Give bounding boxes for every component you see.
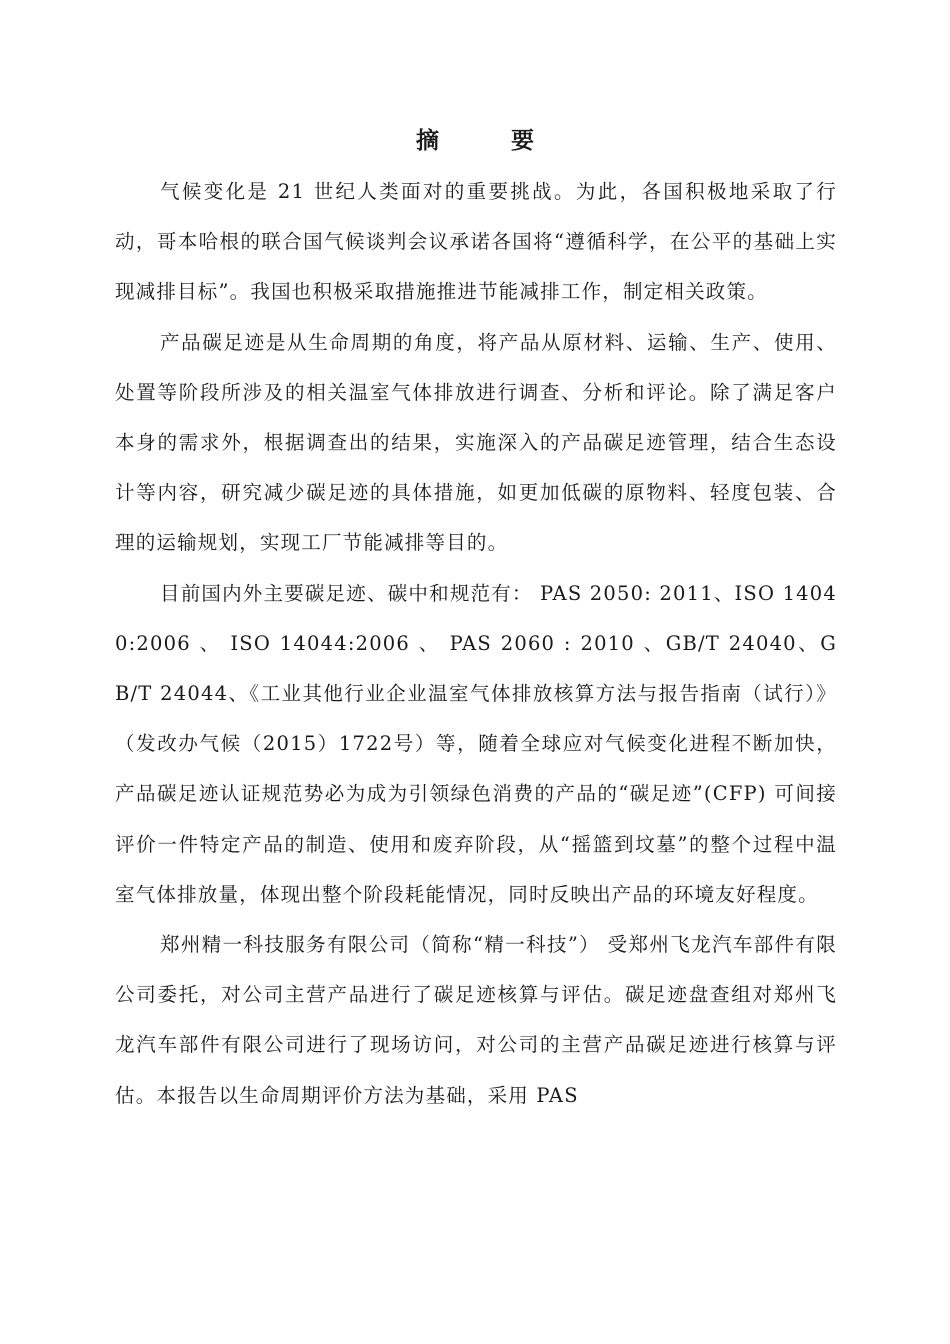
paragraph-commission: 郑州精一科技服务有限公司（简称“精一科技”） 受郑州飞龙汽车部件有限公司委托，对公司主营产品进行了碳足迹核算与评估。碳足迹盘查组对郑州飞龙汽车部件有限公司进行了现场访问，对公司的主营产品碳足迹进行核算与评估。本报告以生命周期评价方法为基础，采用 PAS <box>115 933 837 1107</box>
document-title: 摘 要 <box>415 127 566 154</box>
paragraph-standards: 目前国内外主要碳足迹、碳中和规范有： PAS 2050: 2011、ISO 14040:2006 、 ISO 14044:2006 、 PAS 2060 : 2010 、GB/T 24040、GB/T 24044、《工业其他行业企业温室气体排放核算方法与报告指南（试行）》（发改办气候（2015）1722号）等，随着全球应对气候变化进程不断加快，产品碳足迹认证规范势必为成为引领绿色消费的产品的“碳足迹”(CFP) 可间接评价一件特定产品的制造、使用和废弃阶段，从“摇篮到坟墓”的整个过程中温室气体排放量，体现出整个阶段耗能情况，同时反映出产品的环境友好程度。 <box>115 581 837 906</box>
paragraph-product-carbon-footprint: 产品碳足迹是从生命周期的角度，将产品从原材料、运输、生产、使用、处置等阶段所涉及的相关温室气体排放进行调查、分析和评论。除了满足客户本身的需求外，根据调查出的结果，实施深入的产品碳足迹管理，结合生态设计等内容，研究减少碳足迹的具体措施，如更加低碳的原物料、轻度包装、合理的运输规划，实现工厂节能减排等目的。 <box>115 330 837 555</box>
document-body <box>115 167 837 1121</box>
paragraph-climate-change: 气候变化是 21 世纪人类面对的重要挑战。为此，各国积极地采取了行动，哥本哈根的联合国气候谈判会议承诺各国将“遵循科学，在公平的基础上实现减排目标”。我国也积极采取措施推进节能减排工作，制定相关政策。 <box>115 180 837 304</box>
